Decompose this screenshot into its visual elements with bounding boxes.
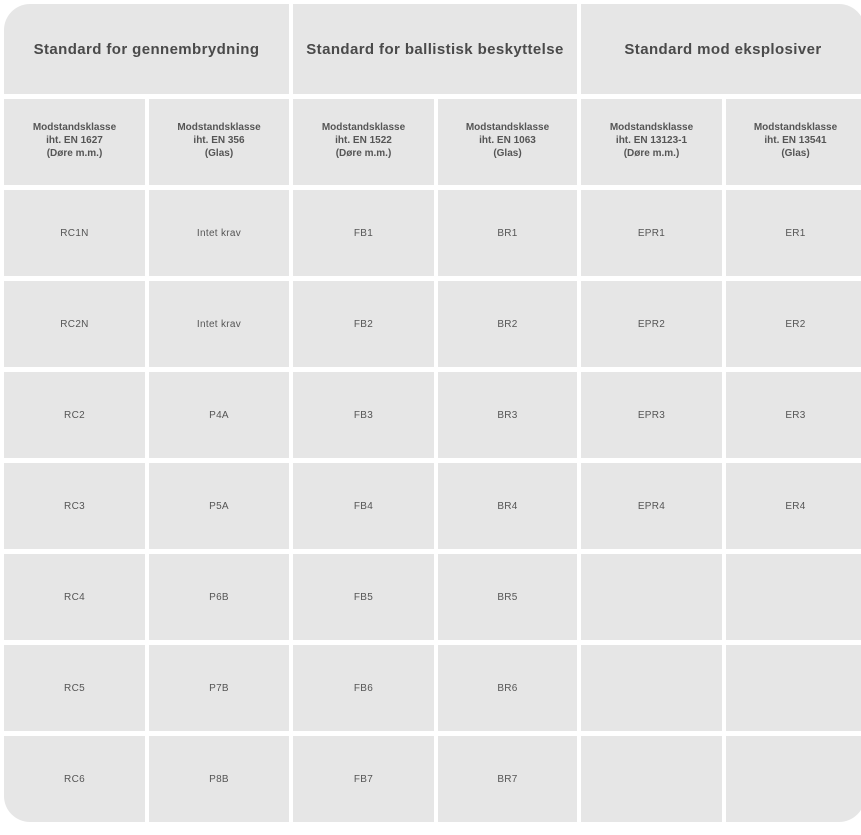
table-cell: EPR1 <box>581 190 722 276</box>
table-cell: RC3 <box>4 463 145 549</box>
table-cell: FB5 <box>293 554 434 640</box>
group-title-break-in: Standard for gennembrydning <box>4 4 289 94</box>
column-header-en356: Modstandsklasse iht. EN 356 (Glas) <box>149 99 289 185</box>
table-cell: P4A <box>149 372 289 458</box>
table-cell-empty <box>581 554 722 640</box>
column-header-en1522: Modstandsklasse iht. EN 1522 (Døre m.m.) <box>293 99 434 185</box>
table-cell: RC5 <box>4 645 145 731</box>
table-cell: RC4 <box>4 554 145 640</box>
table-cell: RC6 <box>4 736 145 822</box>
table-cell: ER1 <box>726 190 861 276</box>
table-cell: FB1 <box>293 190 434 276</box>
table-cell: FB2 <box>293 281 434 367</box>
table-cell-empty <box>726 554 861 640</box>
column-header-en13541: Modstandsklasse iht. EN 13541 (Glas) <box>726 99 861 185</box>
table-cell: FB6 <box>293 645 434 731</box>
table-cell: RC2N <box>4 281 145 367</box>
table-cell-empty <box>726 736 861 822</box>
table-cell: P8B <box>149 736 289 822</box>
table-cell-empty <box>726 645 861 731</box>
table-cell: ER3 <box>726 372 861 458</box>
table-cell: RC1N <box>4 190 145 276</box>
table-cell: P6B <box>149 554 289 640</box>
table-cell: BR3 <box>438 372 577 458</box>
column-header-en1063: Modstandsklasse iht. EN 1063 (Glas) <box>438 99 577 185</box>
table-cell: FB3 <box>293 372 434 458</box>
column-header-en13123: Modstandsklasse iht. EN 13123-1 (Døre m.m.) <box>581 99 722 185</box>
table-cell: EPR3 <box>581 372 722 458</box>
table-cell: ER4 <box>726 463 861 549</box>
table-cell: RC2 <box>4 372 145 458</box>
table-cell: ER2 <box>726 281 861 367</box>
table-cell: FB7 <box>293 736 434 822</box>
table-cell: Intet krav <box>149 190 289 276</box>
table-cell: P7B <box>149 645 289 731</box>
table-cell: FB4 <box>293 463 434 549</box>
table-cell-empty <box>581 736 722 822</box>
table-cell: EPR4 <box>581 463 722 549</box>
table-cell-empty <box>581 645 722 731</box>
group-title-explosives: Standard mod eksplosiver <box>581 4 861 94</box>
table-cell: BR1 <box>438 190 577 276</box>
column-header-en1627: Modstandsklasse iht. EN 1627 (Døre m.m.) <box>4 99 145 185</box>
table-cell: P5A <box>149 463 289 549</box>
table-cell: BR7 <box>438 736 577 822</box>
table-cell: BR6 <box>438 645 577 731</box>
table-cell: BR4 <box>438 463 577 549</box>
table-cell: Intet krav <box>149 281 289 367</box>
table-cell: BR5 <box>438 554 577 640</box>
table-cell: BR2 <box>438 281 577 367</box>
table-cell: EPR2 <box>581 281 722 367</box>
group-title-ballistic: Standard for ballistisk beskyttelse <box>293 4 577 94</box>
